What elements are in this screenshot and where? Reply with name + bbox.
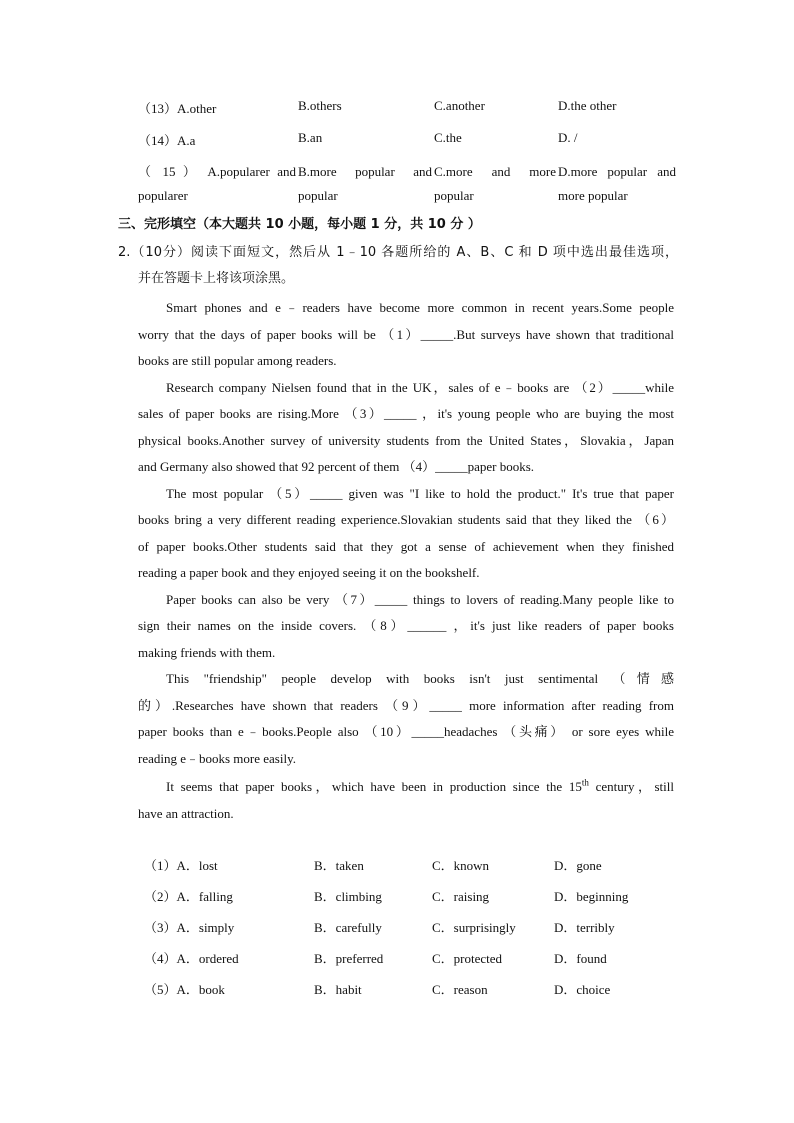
paragraph-3: The most popular （5）_____ given was "I like to hold the product." It's true that paper books bring a very different reading experience.Slovakian students said that they liked the （6） of paper books.Other students said that they got a sense of achievement when they finished reading a paper book and they enjoyed seeing it on the bookshelf. (138, 485, 674, 580)
option-15-b: B.more popular and popular (298, 164, 432, 203)
answer-row-1: （1）A．lost B．taken C．known D．gone (144, 858, 602, 873)
option-15-a: （ 15 ） A.popularer and popularer (138, 164, 296, 203)
question-instructions (118, 240, 678, 292)
reading-passage (138, 295, 674, 827)
option-14-d: D. / (558, 130, 578, 145)
option-14-a: （14）A.a (138, 133, 196, 148)
option-13-c: C.another (434, 98, 485, 113)
option-13-b: B.others (298, 98, 342, 113)
option-15-c: C.more and more popular (434, 164, 556, 203)
option-15-d: D.more popular and more popular (558, 164, 676, 203)
section-heading: 三、完形填空（本大题共 10 小题，每小题 1 分，共 10 分 ） (118, 217, 481, 232)
option-13-d: D.the other (558, 98, 617, 113)
paragraph-5: This "friendship" people develop with books isn't just sentimental （情感 的）.Researches have shown that readers （9）_____ more information after reading from paper books than e﹣books.People also （10）_____headaches （头痛） or sore eyes while reading e﹣books more easily. (138, 671, 674, 766)
option-14-c: C.the (434, 130, 462, 145)
option-14-b: B.an (298, 130, 323, 145)
paragraph-6: It seems that paper books，which have been in production since the 15th century，still have an attraction. (138, 777, 674, 821)
answer-row-4: （4）A．ordered B．preferred C．protected D．found (144, 951, 607, 966)
option-row-14 (138, 130, 678, 150)
instructions-line-2: 并在答题卡上将该项涂黑。 (138, 271, 295, 286)
paragraph-2: Research company Nielsen found that in the UK，sales of e﹣books are （2）_____while sales of paper books are rising.More （3）_____ ，it's young people who are buying the most physical books.Another survey of university students from the United States，Slovakia，Japan and Germany also showed that 92 percent of them （4）_____paper books. (138, 379, 674, 474)
paragraph-4: Paper books can also be very （7）_____ things to lovers of reading.Many people like to sign their names on the inside covers. （8）______ ，it's just like readers of paper books making friends with them. (138, 591, 674, 660)
answer-row-5: （5）A．book B．habit C．reason D．choice (144, 982, 611, 997)
option-13-a: （13）A.other (138, 101, 217, 116)
paragraph-1: Smart phones and e﹣readers have become more common in recent years.Some people worry that the days of paper books will be （1）_____.But surveys have shown that traditional books are still popular among readers. (138, 300, 674, 368)
answer-row-3: （3）A．simply B．carefully C．surprisingly D．terribly (144, 920, 615, 935)
answer-row-2: （2）A．falling B．climbing C．raising D．beginning (144, 889, 629, 904)
instructions-line-1: 2.（10分）阅读下面短文，然后从 1﹣10 各题所给的 A、B、C 和 D 项中选出最佳选项， (118, 245, 678, 260)
option-row-13 (138, 98, 678, 118)
